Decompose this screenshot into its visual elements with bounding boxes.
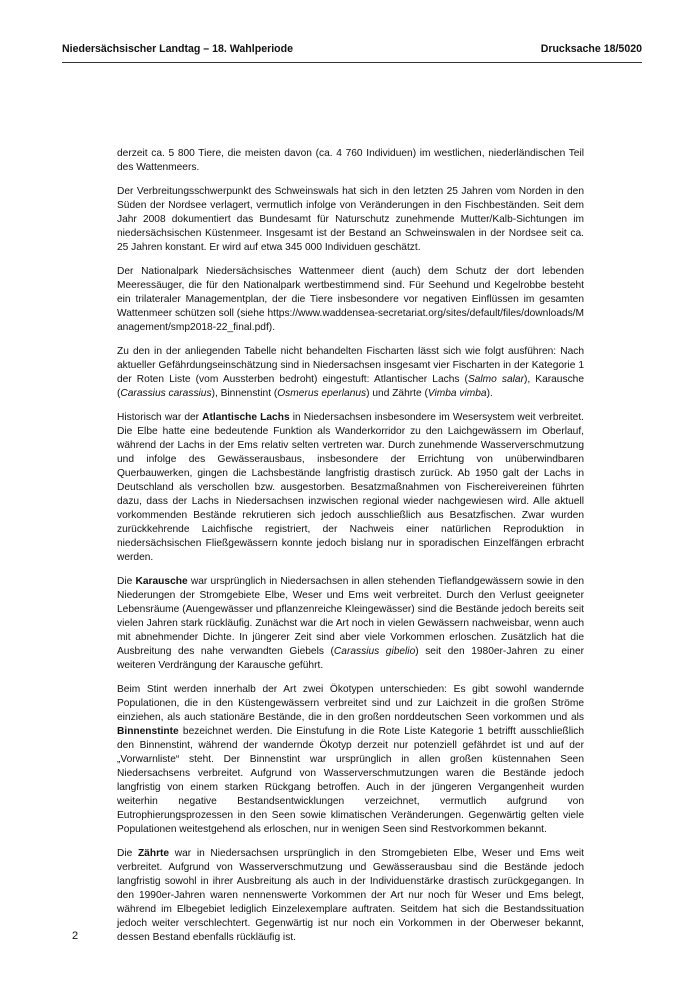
- species-name: Vimba vimba: [427, 388, 487, 399]
- paragraph-text: ) seit den 1980er-Jahren zu einer weiteren Verdrängung der Karausche geführt.: [117, 646, 585, 671]
- species-name: Salmo salar: [467, 374, 524, 385]
- paragraph-text: Die: [117, 576, 136, 587]
- paragraph-zaehrte: [117, 847, 584, 945]
- paragraph-text: ).: [268, 322, 276, 333]
- paragraph-text: ), Binnenstint (: [211, 388, 278, 399]
- species-heading: Karausche: [135, 576, 188, 587]
- header-document-number: Drucksache 18/5020: [540, 43, 642, 55]
- paragraph-text: war in Niedersachsen ursprünglich in den Stromgebieten Elbe, Weser und Ems weit verbreitet. Aufgrund von Wasserverschmutzung und Gewässerausbau sind die Bestände jedoch langfristig sowohl in ihrer Ausbreitung als auch in der Individuenstärke drastisch zurückgegangen. In den 1990er-Jahren waren nennenswerte Vorkommen der Art nur noch für Weser und Ems belegt, während im Elbegebiet lediglich Einzelexemplare auftraten. Seitdem hat sich die Bestandssituation jedoch weiter verschlechtert. Gegenwärtig ist nur noch ein Vorkommen in der Oberweser bekannt, dessen Bestand ebenfalls rückläufig ist.: [117, 848, 584, 943]
- paragraph-text: ), Karausche (: [117, 374, 584, 399]
- species-name: Carassius gibelio: [333, 646, 416, 657]
- page-number: 2: [72, 930, 79, 942]
- paragraph-text: Zu den in der anliegenden Tabelle nicht behandelten Fischarten lässt sich wie folgt ausführen: Nach aktueller Gefährdungseinschätzung sind in Niedersachsen insgesamt vier Fischarten in der Kategorie 1 der Roten Liste (vom Aussterben bedroht) eingestuft: Atlantischer Lachs (: [117, 346, 584, 385]
- species-heading: Zährte: [137, 848, 170, 859]
- paragraph-text: Die: [117, 848, 138, 859]
- header-parliament-title: Niedersächsischer Landtag – 18. Wahlperiode: [62, 43, 293, 55]
- paragraph-schweinswal: Der Verbreitungsschwerpunkt des Schweinswals hat sich in den letzten 25 Jahren vom Norden in den Süden der Nordsee verlagert, vermutlich infolge von Veränderungen in den Fischbeständen. Seit dem Jahr 2008 dokumentiert das Bundesamt für Naturschutz zunehmende Mutter/Kalb-Sichtungen im niedersächsischen Küstenmeer. Insgesamt ist der Bestand an Schweinswalen in der Nordsee seit ca. 25 Jahren konstant. Er wird auf etwa 345 000 Individuen geschätzt.: [117, 186, 584, 253]
- species-name: Carassius carassius: [120, 388, 212, 399]
- species-heading: Binnenstinte: [117, 726, 179, 737]
- paragraph-text: war ursprünglich in Niedersachsen in allen stehenden Tieflandgewässern sowie in den Niederungen der Stromgebiete Elbe, Weser und Ems weit verbreitet. Durch den Verlust geeigneter Lebensräume (Auengewässer und pflanzenreiche Kleingewässer) sind die Bestände jedoch bereits seit vielen Jahren stark rückläufig. Zunächst war die Art noch in vielen Gewässern nachweisbar, wenn auch mit abnehmender Dichte. In jüngerer Zeit sind aber viele Vorkommen erloschen. Zusätzlich hat die Ausbreitung des nahe verwandten Giebels (: [117, 576, 584, 657]
- paragraph-fischarten: [117, 345, 584, 401]
- paragraph-lachs: [117, 411, 584, 565]
- paragraph-text: Der Nationalpark Niedersächsisches Wattenmeer dient (auch) dem Schutz der dort lebenden Meeressäuger, die für den Nationalpark wertbestimmend sind. Für Seehund und Kegelrobbe besteht ein trilateraler Managementplan, der die Tiere insbesondere vor negativen Einflüssen im gesamten Wattenmeer schützen soll (siehe: [117, 266, 584, 319]
- paragraph-text: Beim Stint werden innerhalb der Art zwei Ökotypen unterschieden: Es gibt sowohl wandernde Populationen, die in den Küstengewässern verbreitet sind und zur Laichzeit in die großen Ströme einziehen, als auch stationäre Bestände, die in den großen norddeutschen Seen vorkommen und als: [117, 684, 584, 723]
- document-body: [117, 147, 584, 955]
- paragraph-text: bezeichnet werden. Die Einstufung in die Rote Liste Kategorie 1 betrifft ausschließlich den Binnenstint, während der wandernde Ökotyp derzeit nur potenziell gefährdet ist und auf der „Vorwarnliste“ steht. Der Binnenstint war ursprünglich in allen großen küstennahen Seen Niedersachsens verbreitet. Aufgrund von Wasserverschmutzungen waren die Bestände jedoch langfristig von einem starken Rückgang betroffen. Auch in der jüngeren Vergangenheit wurden weiterhin negative Bestandsentwicklungen verzeichnet, vermutlich aufgrund von Eutrophierungsprozessen in den Seen sowie klimatischen Veränderungen. Gegenwärtig gelten viele Populationen weitestgehend als erloschen, nur in wenigen Seen sind Restvorkommen bekannt.: [117, 726, 584, 835]
- paragraph-karausche: [117, 575, 584, 673]
- paragraph-intro: derzeit ca. 5 800 Tiere, die meisten davon (ca. 4 760 Individuen) im westlichen, niederländischen Teil des Wattenmeers.: [117, 148, 584, 173]
- page-header: [62, 40, 642, 63]
- management-plan-link[interactable]: https://www.waddensea-secretariat.org/sites/default/files/downloads/Management/smp2018-22_final.pdf: [117, 308, 584, 333]
- paragraph-text: ) und Zährte (: [366, 388, 428, 399]
- paragraph-nationalpark: [117, 265, 584, 335]
- paragraph-text: ).: [486, 388, 493, 399]
- species-name: Osmerus eperlanus: [277, 388, 367, 399]
- paragraph-text: Historisch war der: [117, 412, 203, 423]
- paragraph-stint: [117, 683, 584, 837]
- paragraph-text: in Niedersachsen insbesondere im Wesersystem weit verbreitet. Die Elbe hatte eine bedeutende Funktion als Wanderkorridor zu den Laichgewässern im Oberlauf, während der Lachs in der Ems relativ selten vertreten war. Durch zunehmende Wasserverschmutzung und infolge des Gewässerausbaus, insbesondere der Errichtung von unüberwindbaren Querbauwerken, gingen die Lachsbestände langfristig drastisch zurück. Ab 1950 galt der Lachs in Deutschland als verschollen bzw. ausgestorben. Besatzmaßnahmen von Fischereivereinen führten dazu, dass der Lachs in Niedersachsen inzwischen regional wieder nachgewiesen wird. Alle aktuell vorkommenden Bestände rekrutieren sich jedoch ausschließlich aus Besatzfischen. Zwar wurden zurückkehrende Laichfische registriert, der Nachweis einer natürlichen Reproduktion in niedersächsischen Fließgewässern konnte jedoch bislang nur in sporadischen Einzelfängen erbracht werden.: [117, 412, 585, 563]
- species-heading: Atlantische Lachs: [202, 412, 290, 423]
